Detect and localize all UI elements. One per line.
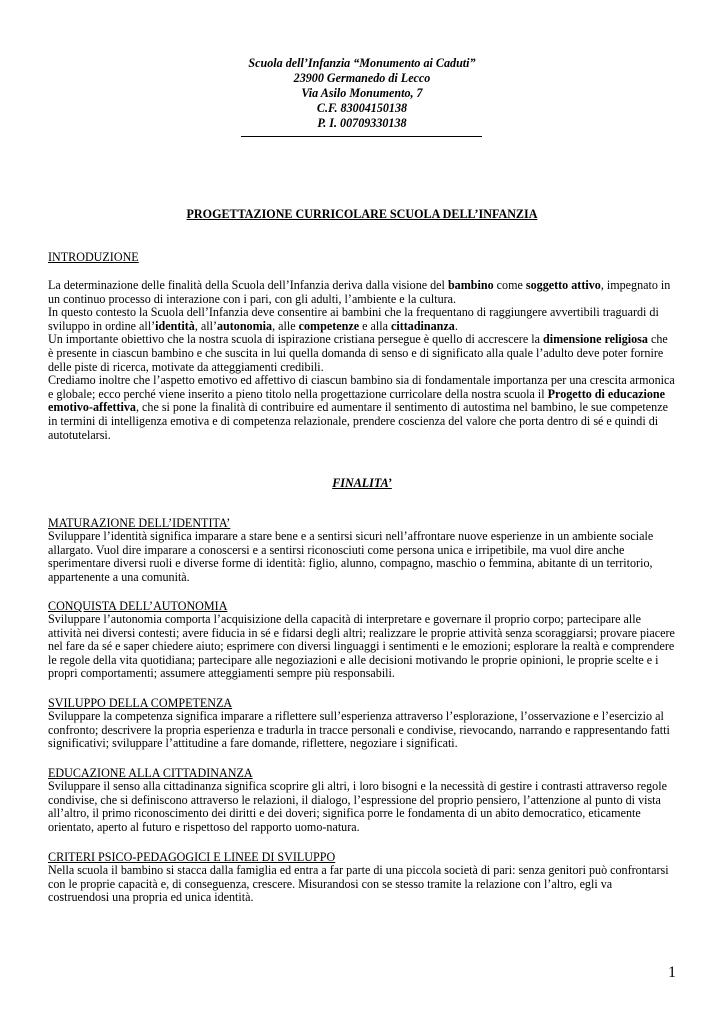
bold-run: autonomia [216,318,273,333]
intro-paragraph-4 [48,374,676,442]
intro-paragraph-2 [48,306,676,333]
autonomia-text: Sviluppare l’autonomia comporta l’acquisizione della capacità di interpretare e governare il proprio corpo; partecipare alle attività nei diversi contesti; avere fiducia in sé e fidarsi degli altri; realizzare le proprie attività senza scoraggiarsi; provare piacere nel fare da sé e saper chiedere aiuto; esprimere con diversi linguaggi i sentimenti e le emozioni; esplorare la realtà e comprendere le regole della vita quotidiana; partecipare alle negoziazioni e alle decisioni motivando le proprie opinioni, le proprie scelte e i propri comportamenti; assumere atteggiamenti sempre più responsabili. [48,612,675,681]
criteri-heading: CRITERI PSICO-PEDAGOGICI E LINEE DI SVILUPPO [48,850,336,864]
bold-run: dimensione religiosa [542,332,648,347]
criteri-text: Nella scuola il bambino si stacca dalla famiglia ed entra a far parte di una piccola società di pari: senza genitori può confrontarsi con le proprie capacità e, di conseguenza, crescere. Misurandosi con se stesso tramite la relazione con l’altro, egli va costruendosi una propria ed unica identità. [48,863,669,905]
competenza-text: Sviluppare la competenza significa imparare a riflettere sull’esperienza attraverso l’esplorazione, l’osservazione e l’esercizio al confronto; descrivere la propria esperienza e tradurla in tracce personali e condivise, rievocando, narrando e rappresentando fatti significativi; sviluppare l’attitudine a fare domande, riflettere, negoziare i significati. [48,709,670,751]
autonomia-heading: CONQUISTA DELL’AUTONOMIA [48,599,228,613]
text-run: , impegnato in un continuo processo di interazione con i pari, con gli adulti, l’ambiente e la cultura. [48,278,671,306]
bold-run: cittadinanza [390,318,455,333]
text-run: e alla [359,318,391,333]
text-run: La determinazione delle finalità della Scuola dell’Infanzia deriva dalla visione del [48,278,448,292]
bold-run: competenze [298,318,360,333]
text-run: , all’ [194,318,217,333]
intro-body [48,279,676,442]
bold-run: bambino [447,278,494,292]
header-divider [241,136,482,137]
text-run: che è presente in ciascun bambino e che suscita in lui quella domanda di senso e di significato alla quale l’adulto deve poter fornire delle piste di ricerca, motivate da atteggiamenti credibili. [48,332,668,374]
text-run: Crediamo inoltre che l’aspetto emotivo ed affettivo di ciascun bambino sia di fondamentale importanza per una crescita armonica e globale; ecco perché viene inserito a pieno titolo nella progettazione curricolare della nostra scuola il [48,373,675,401]
text-run: come [493,278,526,292]
header-vat-number: P. I. 00709330138 [317,116,407,130]
identita-heading: MATURAZIONE DELL’IDENTITA’ [48,516,231,530]
text-run: . [454,318,458,333]
text-run: , che si pone la finalità di contribuire ed aumentare il sentimento di autostima nel bambino, le sue competenze in termini di intelligenza emotiva e di competenza relazionale, prendere coscienza del valore che porta dentro di sé e quindi di autotutelarsi. [48,400,668,442]
competenza-heading: SVILUPPO DELLA COMPETENZA [48,696,233,710]
header-fiscal-code: C.F. 83004150138 [316,101,408,115]
text-run: Un importante obiettivo che la nostra scuola di ispirazione cristiana persegue è quello di accrescere la [48,332,543,347]
bold-run: Progetto di educazione emotivo-affettiva [48,386,666,415]
header-school-name: Scuola dell’Infanzia “Monumento ai Caduti” [248,56,476,70]
cittadinanza-text: Sviluppare il senso alla cittadinanza significa scoprire gli altri, i loro bisogni e la necessità di gestire i contrasti attraverso regole condivise, che si definiscono attraverso le relazioni, il dialogo, l’espressione del proprio pensiero, l’attenzione al punto di vista all’altro, il primo riconoscimento dei diritti e dei doveri; significa porre le fondamenta di un abito democratico, eticamente orientato, aperto al futuro e rispettoso del rapporto uomo-natura. [48,779,667,834]
finalita-heading: FINALITA’ [332,476,392,490]
school-header [48,56,676,131]
identita-text: Sviluppare l’identità significa imparare a stare bene e a sentirsi sicuri nell’affrontare nuove esperienze in un ambiente sociale allargato. Vuol dire imparare a conoscersi e a sentirsi riconosciuti come persona unica e irripetibile, ma vuol dire anche sperimentare diversi ruoli e diverse forme di identità: figlio, alunno, compagno, maschio o femmina, abitante di un territorio, appartenente a una comunità. [48,529,654,584]
header-address: Via Asilo Monumento, 7 [301,86,423,100]
intro-paragraph-1 [48,279,676,306]
header-city: 23900 Germanedo di Lecco [293,71,431,85]
intro-paragraph-3 [48,333,676,374]
cittadinanza-heading: EDUCAZIONE ALLA CITTADINANZA [48,766,253,780]
page-number: 1 [668,964,676,981]
text-run: , alle [272,318,299,333]
intro-heading: INTRODUZIONE [48,250,139,264]
bold-run: identità [155,318,195,333]
document-title: PROGETTAZIONE CURRICOLARE SCUOLA DELL’INFANZIA [186,207,538,221]
bold-run: soggetto attivo [525,278,601,292]
text-run: In questo contesto la Scuola dell’Infanzia deve consentire ai bambini che la frequentano di raggiungere avvertibili traguardi di sviluppo in ordine all’ [48,305,659,333]
